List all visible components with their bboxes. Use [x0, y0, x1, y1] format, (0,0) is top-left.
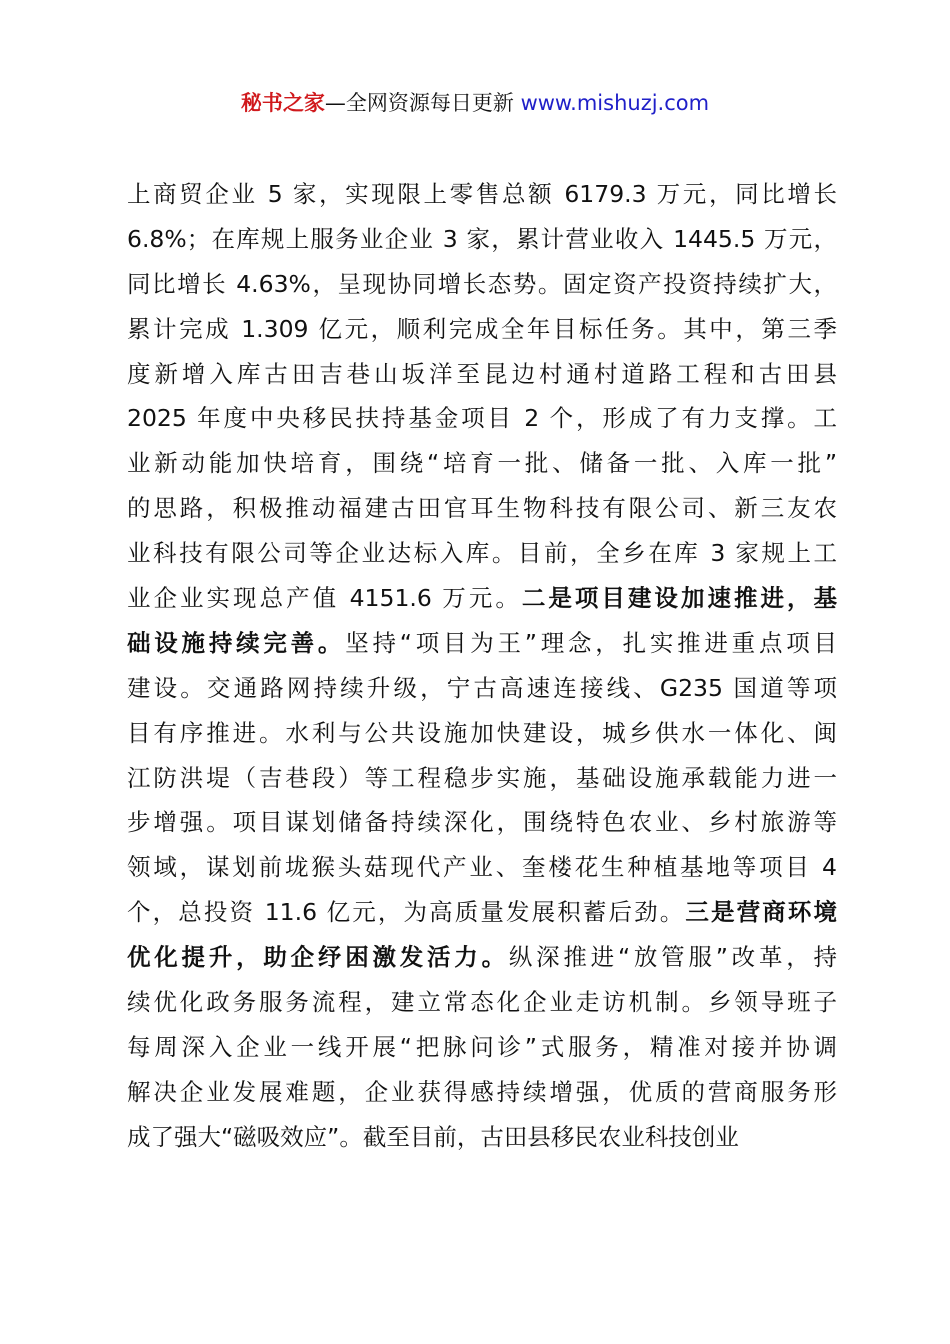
text-segment: 业新动能加快培育，围绕“培育一批、储备一批、入库一批” — [127, 449, 837, 478]
text-segment: 业科技有限公司等企业达标入库。目前，全乡在库 3 家规上工 — [127, 539, 837, 568]
text-line — [127, 666, 837, 711]
site-header — [0, 88, 950, 118]
text-line — [127, 845, 837, 890]
text-line — [127, 800, 837, 845]
text-segment: 建设。交通路网持续升级，宁古高速连接线、G235 国道等项 — [127, 673, 837, 702]
text-segment: 同比增长 4.63%，呈现协同增长态势。固定资产投资持续扩大， — [127, 269, 837, 298]
text-line — [127, 980, 837, 1025]
text-segment: 纵深推进“放管服”改革，持 — [508, 943, 838, 972]
text-line — [127, 396, 837, 441]
text-segment: 目有序推进。水利与公共设施加快建设，城乡供水一体化、闽 — [127, 718, 837, 747]
text-line — [127, 441, 837, 486]
text-segment: 解决企业发展难题，企业获得感持续增强，优质的营商服务形 — [127, 1077, 837, 1106]
text-line — [127, 1115, 837, 1160]
header-tagline: —全网资源每日更新 — [324, 91, 521, 115]
text-segment: 业企业实现总产值 4151.6 万元。 — [127, 584, 522, 613]
text-line — [127, 756, 837, 801]
text-segment: 6.8%；在库规上服务业企业 3 家，累计营业收入 1445.5 万元， — [127, 224, 837, 253]
text-segment: 每周深入企业一线开展“把脉问诊”式服务，精准对接并协调 — [127, 1032, 837, 1061]
text-segment: 2025 年度中央移民扶持基金项目 2 个，形成了有力支撑。工 — [127, 404, 837, 433]
text-line — [127, 486, 837, 531]
bold-heading-segment: 优化提升，助企纾困激发活力。 — [127, 943, 509, 972]
text-segment: 步增强。项目谋划储备持续深化，围绕特色农业、乡村旅游等 — [127, 808, 837, 837]
text-segment: 的思路，积极推动福建古田官耳生物科技有限公司、新三友农 — [127, 494, 837, 523]
text-line — [127, 576, 837, 621]
site-url-link[interactable]: www.mishuzj.com — [520, 91, 710, 115]
text-segment: 续优化政务服务流程，建立常态化企业走访机制。乡领导班子 — [127, 988, 837, 1017]
document-body — [127, 172, 837, 1160]
text-line — [127, 262, 837, 307]
text-segment: 累计完成 1.309 亿元，顺利完成全年目标任务。其中，第三季 — [127, 314, 837, 343]
text-line — [127, 531, 837, 576]
text-segment: 个，总投资 11.6 亿元，为高质量发展积蓄后劲。 — [127, 898, 686, 927]
text-line — [127, 621, 837, 666]
text-line — [127, 711, 837, 756]
bold-heading-segment: 三是营商环境 — [685, 898, 838, 927]
brand-name: 秘书之家 — [240, 91, 325, 115]
text-line — [127, 217, 837, 262]
text-line — [127, 1025, 837, 1070]
text-segment: 度新增入库古田吉巷山坂洋至昆边村通村道路工程和古田县 — [127, 359, 837, 388]
text-line — [127, 352, 837, 397]
text-line — [127, 935, 837, 980]
text-line — [127, 1070, 837, 1115]
text-segment: 坚持“项目为王”理念，扎实推进重点项目 — [345, 628, 837, 657]
text-line — [127, 307, 837, 352]
text-line — [127, 890, 837, 935]
bold-heading-segment: 础设施持续完善。 — [127, 628, 346, 657]
text-segment: 领域，谋划前垅猴头菇现代产业、奎楼花生种植基地等项目 4 — [127, 853, 837, 882]
text-line — [127, 172, 837, 217]
text-segment: 成了强大“磁吸效应”。截至目前，古田县移民农业科技创业 — [127, 1122, 739, 1151]
text-segment: 江防洪堤（吉巷段）等工程稳步实施，基础设施承载能力进一 — [127, 763, 837, 792]
bold-heading-segment: 二是项目建设加速推进，基 — [521, 584, 838, 613]
text-segment: 上商贸企业 5 家，实现限上零售总额 6179.3 万元，同比增长 — [127, 180, 837, 208]
